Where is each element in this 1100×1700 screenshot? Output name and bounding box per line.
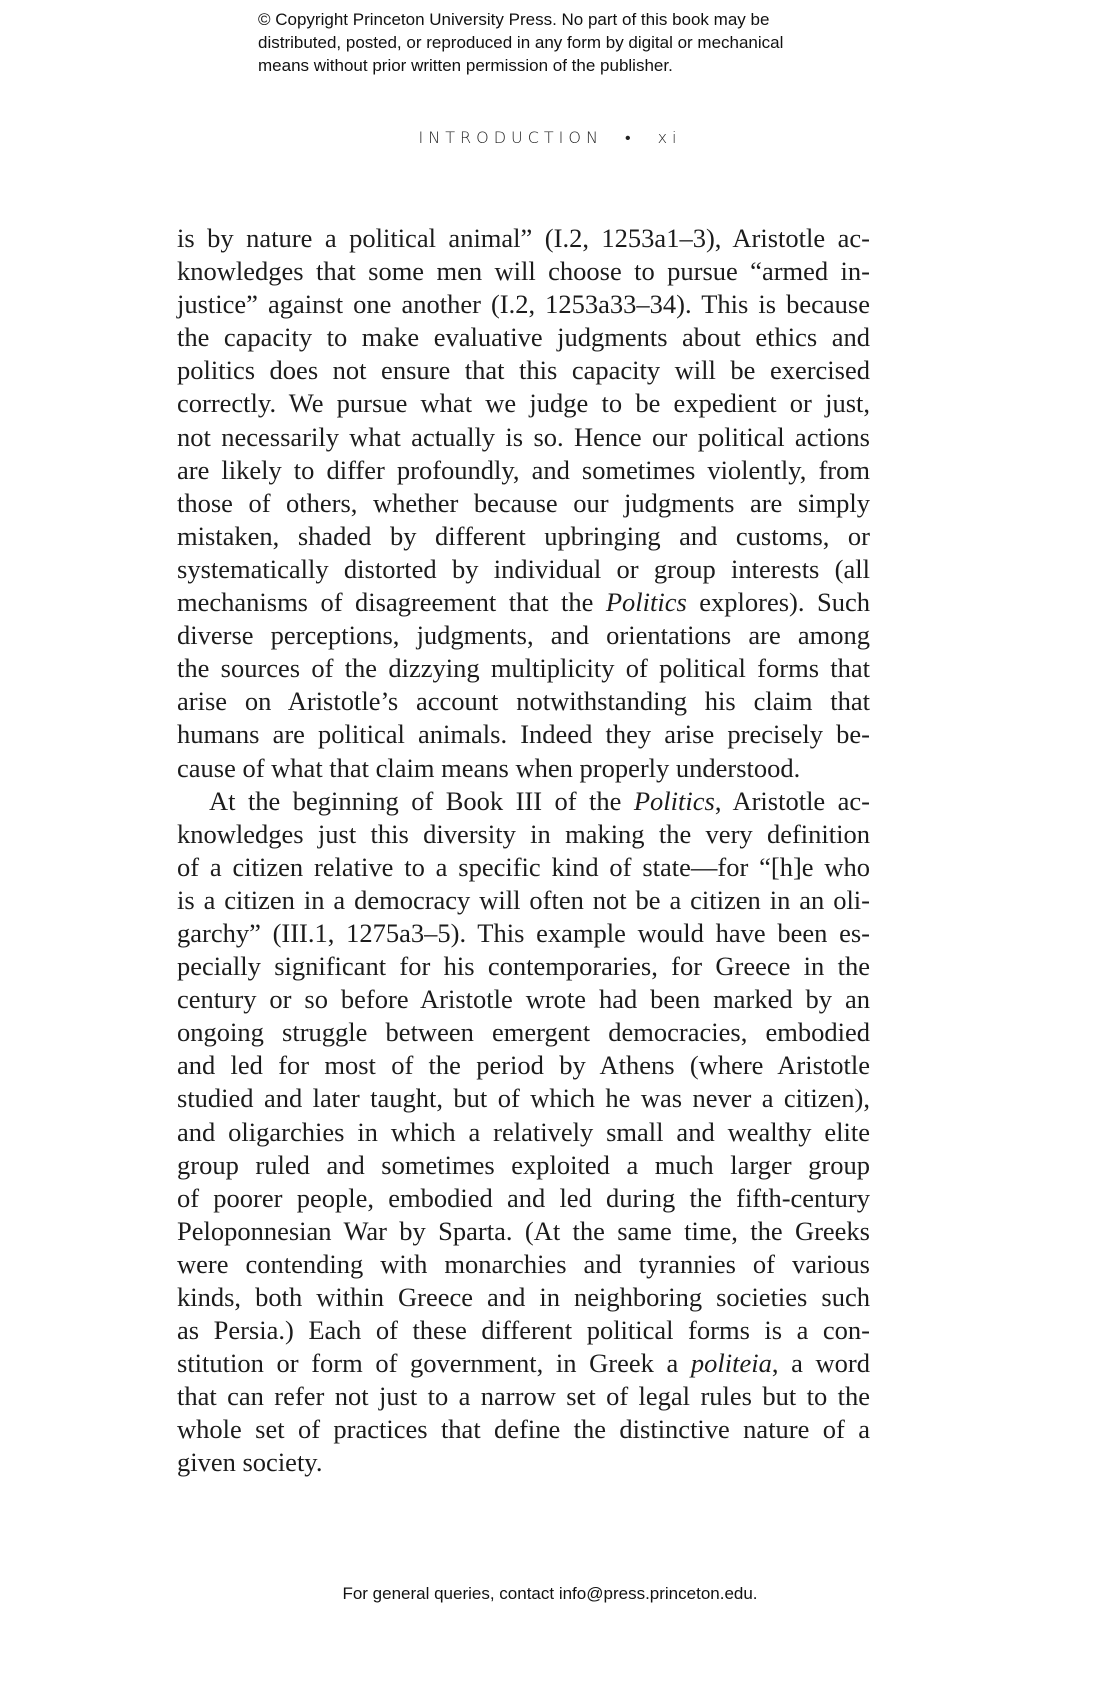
text-line xyxy=(177,652,870,685)
text-line xyxy=(177,288,870,321)
text-segment: of a citizen relative to a specific kind of state—for “[h]e who xyxy=(177,851,870,882)
italic-title: Politics xyxy=(633,785,715,816)
paragraph xyxy=(177,222,870,785)
text-segment: the capacity to make evaluative judgments about ethics and xyxy=(177,322,870,353)
text-segment: kinds, both within Greece and in neighboring societies such xyxy=(177,1282,870,1312)
text-line xyxy=(177,619,870,652)
text-line xyxy=(177,785,870,818)
body-text xyxy=(177,222,870,1480)
text-line xyxy=(177,387,870,420)
text-line xyxy=(177,520,870,553)
text-line xyxy=(177,1380,870,1413)
text-segment: and oligarchies in which a relatively small and wealthy elite xyxy=(177,1116,870,1147)
text-line xyxy=(177,1314,870,1347)
text-segment: those of others, whether because our judgments are simply xyxy=(177,487,870,518)
text-segment: is by nature a political animal” (I.2, 1253a1–3), Aristotle ac- xyxy=(177,223,870,253)
running-head-section: INTRODUCTION xyxy=(418,128,603,147)
text-line xyxy=(177,752,870,785)
running-head xyxy=(0,128,1100,148)
text-segment: systematically distorted by individual or group interests (all xyxy=(177,553,870,584)
text-segment: were contending with monarchies and tyrannies of various xyxy=(177,1248,870,1279)
text-segment: humans are political animals. Indeed they arise precisely be- xyxy=(177,719,870,750)
text-segment: and led for most of the period by Athens (where Aristotle xyxy=(177,1050,870,1081)
text-segment: as Persia.) Each of these different political forms is a con- xyxy=(177,1315,870,1346)
text-line xyxy=(177,718,870,751)
text-segment: diverse perceptions, judgments, and orientations are among xyxy=(177,620,870,651)
text-line xyxy=(177,1413,870,1446)
text-line xyxy=(177,1182,870,1215)
text-segment: are likely to differ profoundly, and sometimes violently, from xyxy=(177,454,870,485)
italic-title: politeia xyxy=(690,1348,772,1379)
page-number: xi xyxy=(657,128,682,147)
text-line xyxy=(177,1281,870,1314)
italic-title: Politics xyxy=(605,587,687,618)
text-line xyxy=(177,884,870,917)
text-segment: mistaken, shaded by different upbringing and customs, or xyxy=(177,520,870,551)
text-line xyxy=(177,421,870,454)
text-line xyxy=(177,1116,870,1149)
text-segment: Peloponnesian War by Sparta. (At the same time, the Greeks xyxy=(177,1215,870,1246)
text-segment: whole set of practices that define the distinctive nature of a xyxy=(177,1414,870,1445)
text-line xyxy=(177,1215,870,1248)
text-segment: ongoing struggle between emergent democracies, embodied xyxy=(177,1017,870,1048)
text-segment: is a citizen in a democracy will often not be a citizen in an oli- xyxy=(177,884,870,915)
text-line xyxy=(177,983,870,1016)
text-line xyxy=(177,454,870,487)
text-line xyxy=(177,1149,870,1182)
text-line xyxy=(177,851,870,884)
text-line xyxy=(177,487,870,520)
text-segment: century or so before Aristotle wrote had been marked by an xyxy=(177,984,870,1015)
text-segment: garchy” (III.1, 1275a3–5). This example would have been es- xyxy=(177,917,870,948)
text-line xyxy=(177,1016,870,1049)
text-line xyxy=(177,685,870,718)
text-segment: not necessarily what actually is so. Hence our political actions xyxy=(177,421,870,452)
text-segment: that can refer not just to a narrow set of legal rules but to the xyxy=(177,1381,870,1412)
text-line xyxy=(177,1082,870,1115)
text-line xyxy=(177,1049,870,1082)
text-segment: politics does not ensure that this capacity will be exercised xyxy=(177,355,870,386)
text-line xyxy=(177,586,870,619)
text-line xyxy=(177,553,870,586)
text-segment: pecially significant for his contemporaries, for Greece in the xyxy=(177,951,870,982)
copyright-line: distributed, posted, or reproduced in any form by digital or mechanical xyxy=(258,33,784,52)
text-line xyxy=(177,222,870,255)
text-segment: knowledges just this diversity in making the very definition xyxy=(177,818,870,849)
text-line xyxy=(177,1446,870,1479)
text-line xyxy=(177,354,870,387)
text-line xyxy=(177,950,870,983)
text-segment: group ruled and sometimes exploited a much larger group xyxy=(177,1149,870,1180)
running-head-separator: • xyxy=(624,128,636,147)
text-segment: correctly. We pursue what we judge to be expedient or just, xyxy=(177,388,870,419)
text-segment: At the beginning of Book III of the xyxy=(209,785,634,816)
text-segment: given society. xyxy=(177,1447,323,1478)
copyright-notice xyxy=(258,8,783,77)
copyright-line: means without prior written permission of the publisher. xyxy=(258,56,673,75)
text-segment: of poorer people, embodied and led during the fifth-century xyxy=(177,1182,870,1213)
text-segment: arise on Aristotle’s account notwithstanding his claim that xyxy=(177,686,870,717)
text-segment: explores). Such xyxy=(686,587,870,618)
footer-contact: For general queries, contact info@press.princeton.edu. xyxy=(342,1584,758,1603)
text-segment: knowledges that some men will choose to pursue “armed in- xyxy=(177,256,870,287)
text-line xyxy=(177,818,870,851)
text-segment: justice” against one another (I.2, 1253a33–34). This is because xyxy=(177,289,870,320)
text-segment: stitution or form of government, in Greek a xyxy=(177,1348,691,1379)
text-segment: mechanisms of disagreement that the xyxy=(177,587,606,618)
text-segment: , a word xyxy=(771,1348,870,1379)
text-segment: , Aristotle ac- xyxy=(714,785,870,816)
paragraph xyxy=(177,785,870,1480)
text-line xyxy=(177,1248,870,1281)
text-segment: studied and later taught, but of which he was never a citizen), xyxy=(177,1083,870,1114)
text-segment: cause of what that claim means when properly understood. xyxy=(177,752,801,783)
copyright-line: © Copyright Princeton University Press. No part of this book may be xyxy=(258,10,770,29)
text-line xyxy=(177,255,870,288)
text-line xyxy=(177,1347,870,1380)
text-line xyxy=(177,917,870,950)
text-segment: the sources of the dizzying multiplicity of political forms that xyxy=(177,653,870,684)
text-line xyxy=(177,321,870,354)
